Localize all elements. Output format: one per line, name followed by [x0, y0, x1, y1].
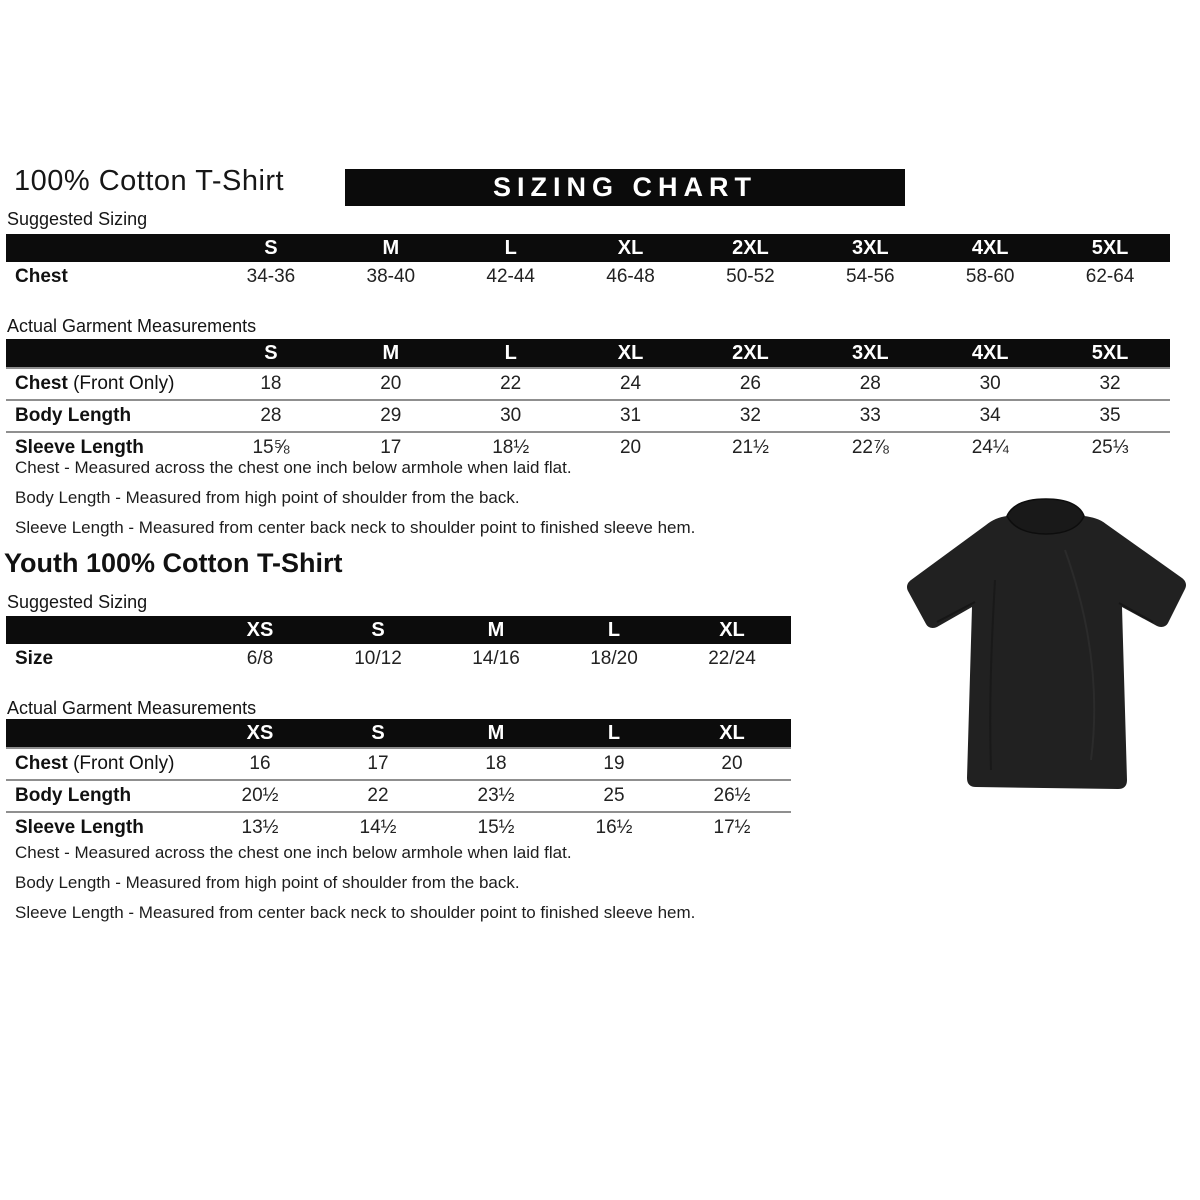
adult-section-title: 100% Cotton T-Shirt	[14, 165, 285, 197]
measurement-row	[6, 400, 1170, 432]
measurement-cell: 18½	[492, 437, 530, 458]
size-header-row	[6, 339, 1170, 368]
measurement-cell: 18	[260, 373, 282, 394]
tshirt-photo	[895, 490, 1195, 808]
size-column-header: XS	[201, 616, 319, 644]
size-header-row	[6, 234, 1170, 262]
youth-suggested-sizing-table	[6, 616, 791, 674]
measurement-row	[6, 780, 791, 812]
measurement-cell: 32	[739, 405, 761, 426]
measurement-cell: 33	[859, 405, 881, 426]
row-label-suffix: (Front Only)	[67, 373, 175, 394]
note-sleeve-length: Sleeve Length - Measured from center back neck to shoulder point to finished sleeve hem.	[15, 903, 696, 922]
measurement-cell: 54-56	[846, 266, 895, 287]
measurement-cell: 15⅝	[252, 437, 290, 458]
row-label-text: Chest	[15, 266, 68, 287]
header-corner-cell	[6, 234, 211, 262]
measurement-cell: 10/12	[354, 648, 402, 669]
measurement-cell: 24¼	[971, 437, 1009, 458]
row-label-text: Chest	[15, 753, 68, 774]
measurement-cell: 15½	[477, 817, 515, 838]
size-column-header: M	[437, 616, 555, 644]
row-label	[6, 644, 201, 674]
measurement-cell: 14/16	[472, 648, 520, 669]
measurement-cell: 22⅞	[851, 437, 889, 458]
measurement-row	[6, 368, 1170, 400]
measurement-cell: 20½	[241, 785, 279, 806]
adult-actual-measurements-table	[6, 339, 1170, 463]
measurement-cell: 22	[367, 785, 389, 806]
measurement-cell: 62-64	[1085, 266, 1135, 287]
adult-suggested-sizing-label: Suggested Sizing	[7, 209, 148, 229]
row-label-text: Body Length	[15, 405, 132, 426]
size-column-header: L	[451, 339, 571, 368]
measurement-cell: 30	[500, 405, 522, 426]
header-corner-cell	[6, 719, 201, 748]
measurement-cell: 19	[603, 753, 625, 774]
youth-section-title: Youth 100% Cotton T-Shirt	[4, 548, 343, 578]
row-label	[6, 400, 211, 432]
measurement-cell: 14½	[359, 817, 397, 838]
measurement-cell: 42-44	[486, 266, 535, 287]
measurement-cell: 18/20	[590, 648, 638, 669]
row-label	[6, 262, 211, 292]
row-label-text: Sleeve Length	[15, 437, 144, 458]
youth-suggested-sizing-label: Suggested Sizing	[7, 592, 148, 612]
measurement-cell: 18	[485, 753, 507, 774]
measurement-row	[6, 812, 791, 843]
size-column-header: 2XL	[691, 339, 811, 368]
measurement-cell: 25⅓	[1091, 437, 1129, 458]
measurement-cell: 13½	[241, 817, 279, 838]
adult-actual-measurements-label: Actual Garment Measurements	[7, 316, 257, 336]
row-label-text: Chest	[15, 373, 68, 394]
size-column-header: XL	[673, 719, 791, 748]
size-column-header: L	[451, 234, 571, 262]
measurement-cell: 20	[721, 753, 743, 774]
size-column-header: 5XL	[1050, 234, 1170, 262]
measurement-cell: 17	[367, 753, 389, 774]
measurement-cell: 29	[380, 405, 402, 426]
adult-suggested-sizing-table	[6, 234, 1170, 292]
size-column-header: XS	[201, 719, 319, 748]
measurement-cell: 24	[619, 373, 642, 394]
size-column-header: 3XL	[810, 339, 930, 368]
size-column-header: 3XL	[810, 234, 930, 262]
measurement-cell: 17	[380, 437, 402, 458]
row-label	[6, 812, 201, 843]
measurement-cell: 50-52	[726, 266, 775, 287]
measurement-cell: 28	[859, 373, 881, 394]
note-body-length: Body Length - Measured from high point of shoulder from the back.	[15, 488, 520, 507]
row-label-text: Sleeve Length	[15, 817, 144, 838]
measurement-cell: 58-60	[965, 266, 1015, 287]
size-column-header: S	[211, 339, 331, 368]
size-column-header: M	[331, 339, 451, 368]
size-column-header: 4XL	[930, 339, 1050, 368]
row-label-text: Body Length	[15, 785, 132, 806]
measurement-row	[6, 644, 791, 674]
measurement-cell: 34-36	[246, 266, 296, 287]
size-column-header: 5XL	[1050, 339, 1170, 368]
measurement-cell: 46-48	[606, 266, 655, 287]
size-column-header: 2XL	[691, 234, 811, 262]
row-label-text: Size	[15, 648, 54, 669]
sizing-chart-banner	[345, 169, 905, 206]
size-column-header: S	[319, 616, 437, 644]
size-column-header: XL	[673, 616, 791, 644]
youth-measurement-notes	[15, 843, 815, 933]
size-header-row	[6, 719, 791, 748]
note-chest: Chest - Measured across the chest one inch below armhole when laid flat.	[15, 843, 572, 862]
measurement-cell: 20	[380, 373, 402, 394]
measurement-cell: 32	[1099, 373, 1121, 394]
measurement-cell: 21½	[731, 437, 769, 458]
size-header-row	[6, 616, 791, 644]
measurement-row	[6, 262, 1170, 292]
black-tshirt-illustration	[895, 490, 1195, 808]
size-column-header: S	[319, 719, 437, 748]
sizing-chart-banner-label: SIZING CHART	[493, 172, 757, 202]
measurement-cell: 17½	[713, 817, 751, 838]
measurement-cell: 34	[979, 405, 1001, 426]
size-column-header: XL	[571, 234, 691, 262]
measurement-cell: 30	[979, 373, 1001, 394]
note-sleeve-length: Sleeve Length - Measured from center back neck to shoulder point to finished sleeve hem.	[15, 518, 696, 537]
note-chest: Chest - Measured across the chest one inch below armhole when laid flat.	[15, 458, 572, 477]
size-column-header: XL	[571, 339, 691, 368]
measurement-cell: 22/24	[708, 648, 756, 669]
measurement-row	[6, 748, 791, 780]
measurement-cell: 38-40	[366, 266, 416, 287]
measurement-cell: 20	[619, 437, 642, 458]
measurement-cell: 26½	[713, 785, 751, 806]
row-label-suffix: (Front Only)	[67, 753, 175, 774]
measurement-cell: 31	[619, 405, 642, 426]
row-label	[6, 748, 201, 780]
measurement-cell: 26	[739, 373, 761, 394]
size-column-header: M	[331, 234, 451, 262]
size-column-header: M	[437, 719, 555, 748]
measurement-cell: 28	[260, 405, 282, 426]
size-column-header: 4XL	[930, 234, 1050, 262]
measurement-cell: 6/8	[246, 648, 274, 669]
adult-measurement-notes	[15, 458, 815, 548]
youth-actual-measurements-label: Actual Garment Measurements	[7, 698, 257, 718]
size-column-header: L	[555, 616, 673, 644]
size-column-header: L	[555, 719, 673, 748]
youth-actual-measurements-table	[6, 719, 791, 843]
note-body-length: Body Length - Measured from high point of shoulder from the back.	[15, 873, 520, 892]
measurement-cell: 16	[249, 753, 271, 774]
row-label	[6, 780, 201, 812]
measurement-cell: 25	[603, 785, 625, 806]
measurement-cell: 35	[1099, 405, 1121, 426]
header-corner-cell	[6, 339, 211, 368]
size-column-header: S	[211, 234, 331, 262]
header-corner-cell	[6, 616, 201, 644]
measurement-cell: 16½	[595, 817, 633, 838]
measurement-cell: 23½	[477, 785, 515, 806]
row-label	[6, 368, 211, 400]
measurement-cell: 22	[500, 373, 522, 394]
